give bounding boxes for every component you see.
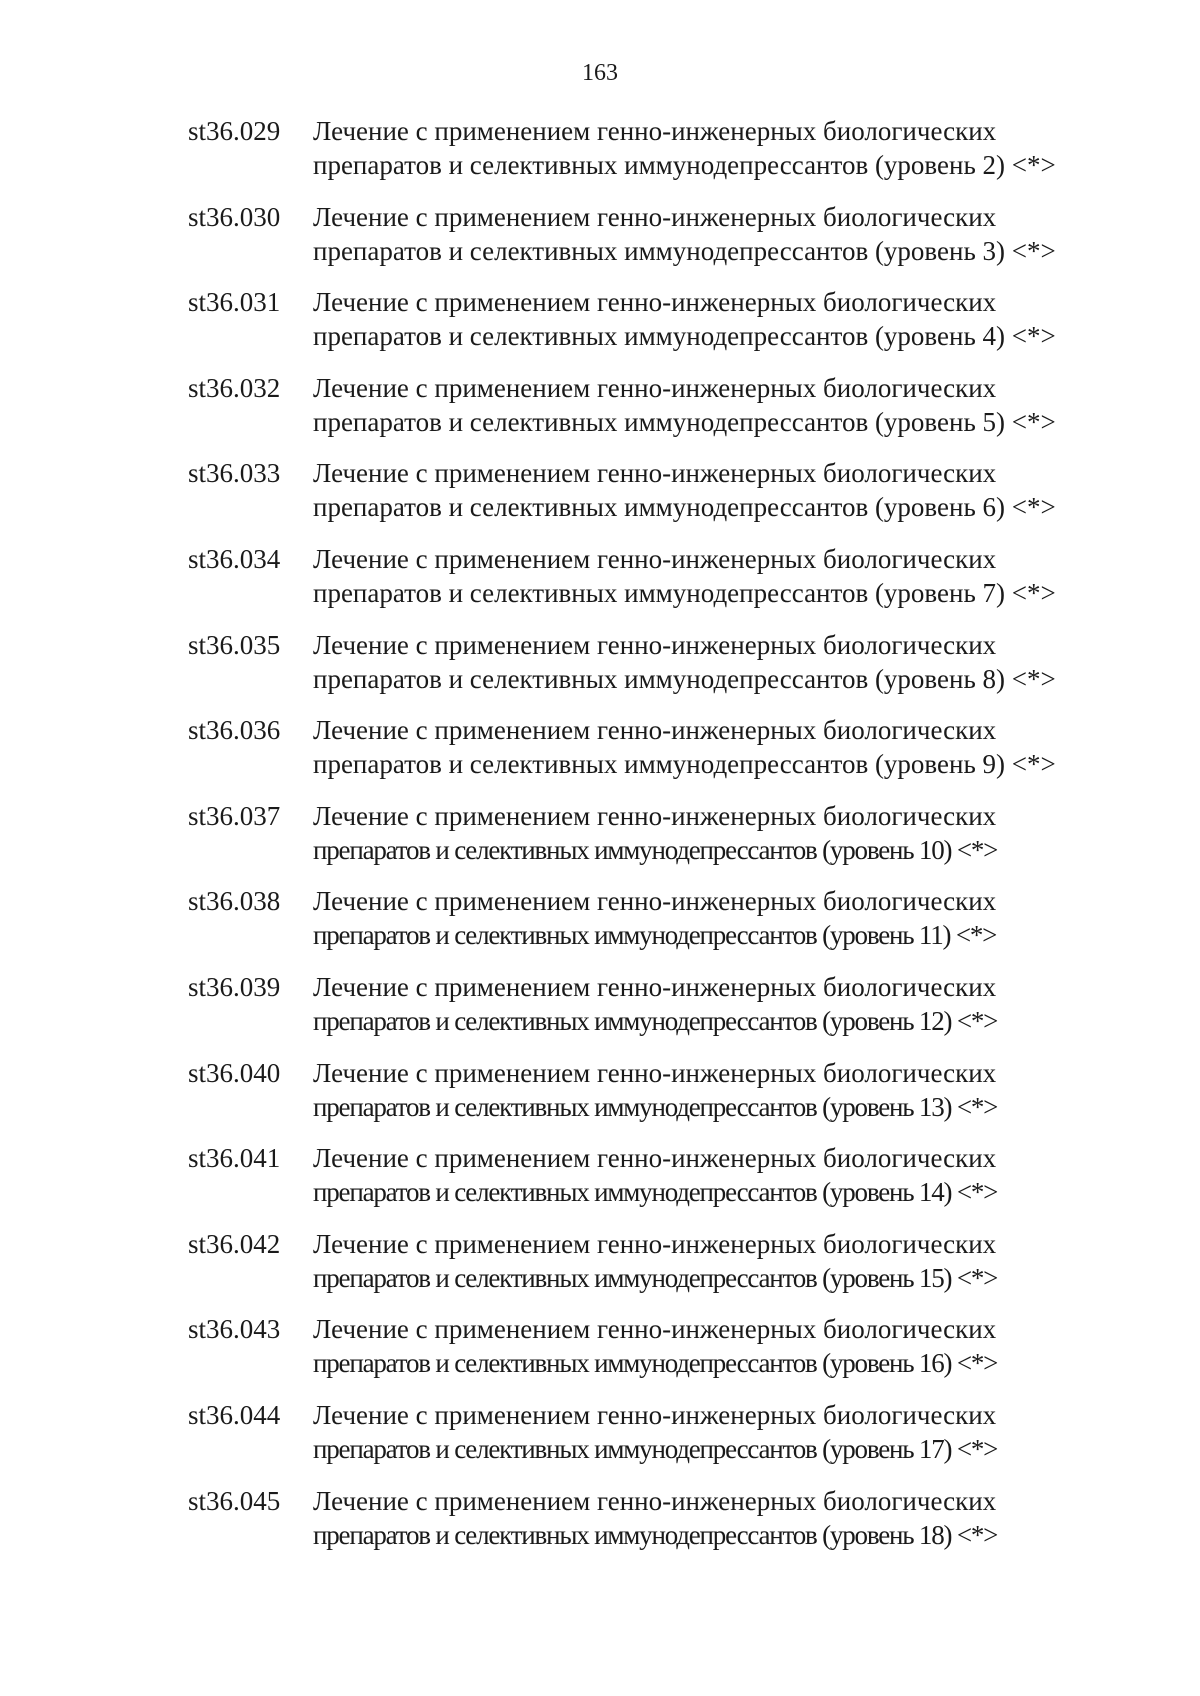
- list-item: [0, 1056, 1200, 1142]
- entry-description: [313, 1312, 1133, 1380]
- entry-description-line: препаратов и селективных иммунодепрессантов (уровень 4) <*>: [313, 321, 1056, 352]
- entry-code: st36.041: [188, 1143, 281, 1174]
- entry-description-line: Лечение с применением генно-инженерных биологических: [313, 1485, 997, 1516]
- entry-description-line: препаратов и селективных иммунодепрессантов (уровень 15) <*>: [313, 1262, 998, 1293]
- list-item: [0, 628, 1200, 714]
- entry-code: st36.037: [188, 800, 281, 831]
- entry-list: [0, 114, 1200, 1569]
- list-item: [0, 371, 1200, 457]
- entry-description: [313, 456, 1133, 524]
- entry-description-line: препаратов и селективных иммунодепрессантов (уровень 13) <*>: [313, 1091, 998, 1122]
- entry-code: st36.043: [188, 1314, 281, 1345]
- entry-description-line: Лечение с применением генно-инженерных биологических: [313, 1057, 997, 1088]
- list-item: [0, 542, 1200, 628]
- entry-description-line: Лечение с применением генно-инженерных биологических: [313, 1314, 997, 1345]
- list-item: [0, 1484, 1200, 1570]
- entry-description-line: Лечение с применением генно-инженерных биологических: [313, 201, 997, 232]
- entry-description-line: препаратов и селективных иммунодепрессантов (уровень 11) <*>: [313, 920, 997, 951]
- entry-description: [313, 1484, 1133, 1552]
- entry-description-line: Лечение с применением генно-инженерных биологических: [313, 886, 997, 917]
- list-item: [0, 1398, 1200, 1484]
- entry-description-line: Лечение с применением генно-инженерных биологических: [313, 1143, 997, 1174]
- list-item: [0, 456, 1200, 542]
- entry-description-line: Лечение с применением генно-инженерных биологических: [313, 800, 997, 831]
- entry-description: [313, 114, 1133, 182]
- entry-code: st36.034: [188, 543, 281, 574]
- list-item: [0, 1141, 1200, 1227]
- entry-code: st36.031: [188, 287, 281, 318]
- list-item: [0, 970, 1200, 1056]
- entry-description-line: препаратов и селективных иммунодепрессантов (уровень 18) <*>: [313, 1519, 998, 1550]
- entry-description-line: препаратов и селективных иммунодепрессантов (уровень 6) <*>: [313, 492, 1056, 523]
- entry-code: st36.039: [188, 971, 281, 1002]
- entry-code: st36.032: [188, 372, 281, 403]
- entry-description: [313, 285, 1133, 353]
- entry-code: st36.035: [188, 629, 281, 660]
- list-item: [0, 114, 1200, 200]
- entry-description-line: Лечение с применением генно-инженерных биологических: [313, 287, 997, 318]
- list-item: [0, 1227, 1200, 1313]
- entry-description-line: Лечение с применением генно-инженерных биологических: [313, 629, 997, 660]
- entry-description-line: препаратов и селективных иммунодепрессантов (уровень 16) <*>: [313, 1348, 998, 1379]
- entry-code: st36.036: [188, 715, 281, 746]
- entry-description: [313, 628, 1133, 696]
- entry-description-line: препаратов и селективных иммунодепрессантов (уровень 9) <*>: [313, 749, 1056, 780]
- entry-description: [313, 542, 1133, 610]
- entry-description-line: препаратов и селективных иммунодепрессантов (уровень 2) <*>: [313, 150, 1056, 180]
- list-item: [0, 884, 1200, 970]
- entry-description: [313, 1227, 1133, 1295]
- entry-description-line: препаратов и селективных иммунодепрессантов (уровень 3) <*>: [313, 235, 1056, 266]
- list-item: [0, 713, 1200, 799]
- entry-description-line: препаратов и селективных иммунодепрессантов (уровень 10) <*>: [313, 834, 998, 865]
- entry-description-line: Лечение с применением генно-инженерных биологических: [313, 372, 997, 403]
- entry-code: st36.038: [188, 886, 281, 917]
- list-item: [0, 200, 1200, 286]
- entry-description: [313, 200, 1133, 268]
- entry-description: [313, 371, 1133, 439]
- entry-description-line: препаратов и селективных иммунодепрессантов (уровень 17) <*>: [313, 1433, 998, 1464]
- list-item: [0, 1312, 1200, 1398]
- entry-description-line: Лечение с применением генно-инженерных биологических: [313, 543, 997, 574]
- entry-description: [313, 1398, 1133, 1466]
- entry-description: [313, 799, 1133, 867]
- entry-description-line: Лечение с применением генно-инженерных биологических: [313, 1228, 997, 1259]
- entry-code: st36.029: [188, 116, 281, 146]
- entry-code: st36.045: [188, 1485, 281, 1516]
- entry-code: st36.033: [188, 458, 281, 489]
- entry-code: st36.042: [188, 1228, 281, 1259]
- entry-description: [313, 1056, 1133, 1124]
- entry-description-line: препаратов и селективных иммунодепрессантов (уровень 7) <*>: [313, 577, 1056, 608]
- page-number: 163: [582, 60, 618, 86]
- entry-description: [313, 713, 1133, 781]
- list-item: [0, 285, 1200, 371]
- entry-description-line: препаратов и селективных иммунодепрессантов (уровень 5) <*>: [313, 406, 1056, 437]
- entry-code: st36.044: [188, 1399, 281, 1430]
- entry-description: [313, 884, 1133, 952]
- entry-description-line: Лечение с применением генно-инженерных биологических: [313, 715, 997, 746]
- entry-description-line: Лечение с применением генно-инженерных биологических: [313, 971, 997, 1002]
- entry-description-line: Лечение с применением генно-инженерных биологических: [313, 116, 997, 146]
- list-item: [0, 799, 1200, 885]
- entry-description: [313, 970, 1133, 1038]
- entry-code: st36.040: [188, 1057, 281, 1088]
- entry-description-line: Лечение с применением генно-инженерных биологических: [313, 458, 997, 489]
- entry-description: [313, 1141, 1133, 1209]
- entry-description-line: препаратов и селективных иммунодепрессантов (уровень 12) <*>: [313, 1005, 998, 1036]
- entry-description-line: Лечение с применением генно-инженерных биологических: [313, 1399, 997, 1430]
- entry-code: st36.030: [188, 201, 281, 232]
- entry-description-line: препаратов и селективных иммунодепрессантов (уровень 8) <*>: [313, 663, 1056, 694]
- entry-description-line: препаратов и селективных иммунодепрессантов (уровень 14) <*>: [313, 1177, 998, 1208]
